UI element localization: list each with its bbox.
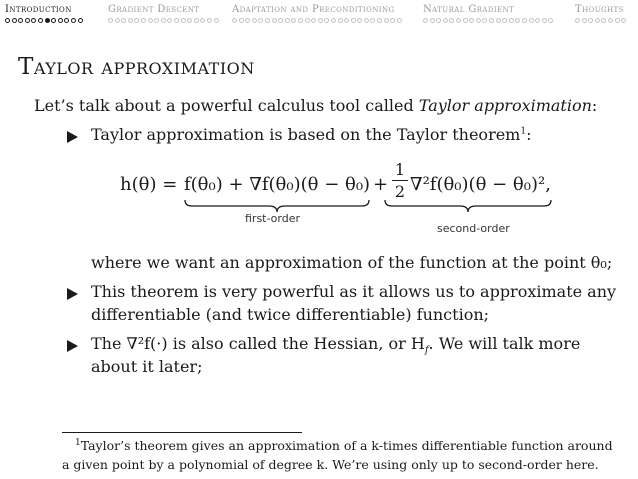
first-order-label: first-order: [245, 212, 300, 225]
slide-dots-gradient-descent[interactable]: [108, 18, 219, 25]
footnote-line-1: [75, 438, 613, 453]
footnote-text-1: Taylor’s theorem gives an approximation of a k-times differentiable function around: [80, 438, 613, 454]
slide-dot[interactable]: [71, 18, 76, 23]
footnote-mark: 1: [75, 438, 81, 448]
footnote-line-2: a given point by a polynomial of degree k. We’re using only up to second-order here.: [62, 457, 599, 472]
slide-dots-thoughts[interactable]: [575, 18, 626, 25]
slide-dot[interactable]: [12, 18, 17, 23]
slide-dot[interactable]: [38, 18, 43, 23]
eq-second-order-term: ∇²f(θ₀)(θ − θ₀)²,: [410, 174, 551, 195]
slide-title: Taylor approximation: [18, 54, 255, 80]
bullet-1-suffix: :: [526, 125, 532, 144]
hessian-subscript: f: [424, 345, 429, 357]
intro-emphasis: Taylor approximation: [418, 96, 592, 115]
slide-dot[interactable]: [51, 18, 56, 23]
taylor-equation: [0, 160, 638, 240]
slide-dot[interactable]: [78, 18, 83, 23]
eq-fraction-numerator: 1: [394, 160, 406, 179]
eq-lhs: h(θ) =: [120, 174, 178, 195]
nav-section-natural-gradient[interactable]: Natural Gradient: [423, 4, 515, 15]
slide-dot[interactable]: [64, 18, 69, 23]
slide-dot[interactable]: [18, 18, 23, 23]
bullet-3-line-2: about it later;: [91, 357, 203, 376]
current-slide-dot[interactable]: [45, 18, 50, 23]
slide-dots-introduction[interactable]: [5, 18, 83, 25]
nav-section-introduction[interactable]: Introduction: [5, 4, 72, 15]
slide-dots-adaptation[interactable]: [232, 18, 402, 25]
intro-prefix: Let’s talk about a powerful calculus tool called: [34, 96, 419, 115]
second-order-brace: [384, 199, 552, 213]
bullet-arrow-icon: [67, 131, 78, 143]
bullet-3-text-end: . We will talk more: [428, 334, 581, 353]
footnote-rule: [62, 432, 302, 433]
intro-suffix: :: [591, 96, 598, 115]
section-navigation: [0, 0, 638, 30]
bullet-2-line-2: differentiable (and twice differentiable) function;: [91, 305, 490, 324]
bullet-3-text: The ∇²f(·) is also called the Hessian, or H: [91, 334, 425, 353]
nav-section-gradient-descent[interactable]: Gradient Descent: [108, 4, 200, 15]
slide-dot[interactable]: [25, 18, 30, 23]
first-order-brace: [184, 199, 370, 213]
slide-dot[interactable]: [31, 18, 36, 23]
bullet-arrow-icon: [67, 288, 78, 300]
intro-line: [34, 96, 597, 115]
eq-plus: +: [373, 174, 389, 195]
eq-fraction-denominator: 2: [394, 182, 406, 201]
bullet-1: [91, 125, 531, 144]
slide-dots-natural-gradient[interactable]: [423, 18, 553, 25]
eq-fraction-bar: [392, 180, 408, 181]
nav-section-adaptation[interactable]: Adaptation and Preconditioning: [232, 4, 395, 15]
bullet-2-line-1: This theorem is very powerful as it allows us to approximate any: [91, 282, 617, 301]
where-line: where we want an approximation of the function at the point θ₀;: [91, 253, 613, 272]
eq-fraction: [392, 160, 408, 201]
nav-section-thoughts[interactable]: Thoughts: [575, 4, 624, 15]
slide-dot[interactable]: [58, 18, 63, 23]
bullet-3-line-1: [91, 334, 580, 356]
eq-first-order-term: f(θ₀) + ∇f(θ₀)(θ − θ₀): [184, 174, 371, 195]
bullet-arrow-icon: [67, 340, 78, 352]
bullet-1-text: Taylor approximation is based on the Taylor theorem: [91, 125, 521, 144]
second-order-label: second-order: [437, 222, 510, 235]
slide-dot[interactable]: [5, 18, 10, 23]
footnote-ref[interactable]: 1: [520, 126, 527, 137]
